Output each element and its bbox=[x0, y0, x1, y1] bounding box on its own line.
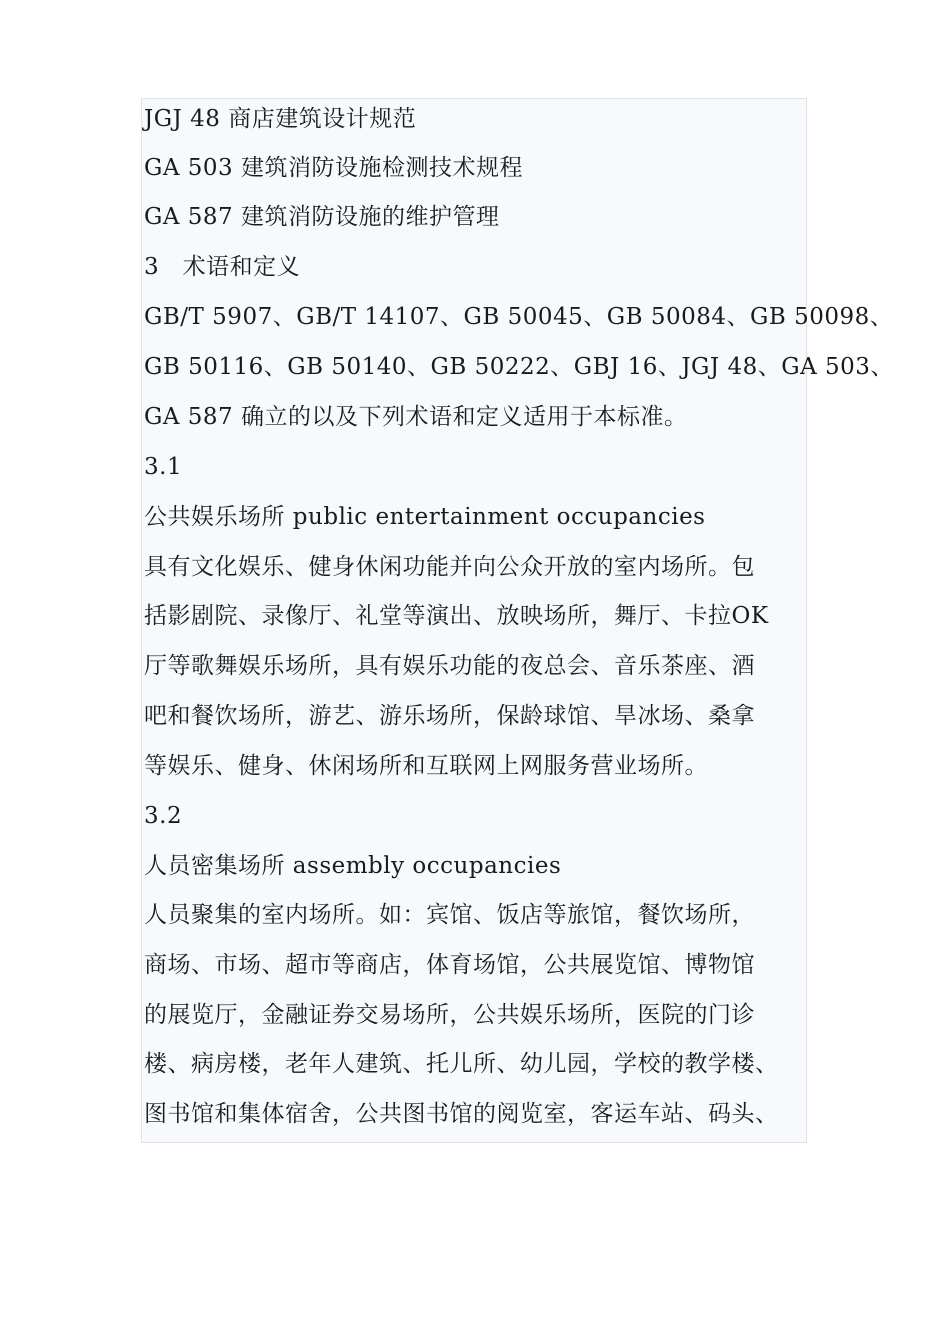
ref-jgj48: JGJ 48 商店建筑设计规范 bbox=[144, 106, 417, 132]
definition-3-2-line-4: 楼、病房楼，老年人建筑、托儿所、幼儿园，学校的教学楼、 bbox=[144, 1051, 779, 1077]
terms-intro-line-1: GB/T 5907、GB/T 14107、GB 50045、GB 50084、GB 50098、 bbox=[144, 304, 894, 330]
definition-3-2-line-5: 图书馆和集体宿舍，公共图书馆的阅览室，客运车站、码头、 bbox=[144, 1101, 779, 1127]
ref-ga503: GA 503 建筑消防设施检测技术规程 bbox=[144, 155, 524, 181]
definition-3-2-line-3: 的展览厅，金融证券交易场所，公共娱乐场所，医院的门诊 bbox=[144, 1002, 755, 1028]
term-assembly-occupancies: 人员密集场所 assembly occupancies bbox=[144, 853, 562, 879]
definition-3-2-line-2: 商场、市场、超市等商店，体育场馆，公共展览馆、博物馆 bbox=[144, 952, 755, 978]
definition-3-1-line-5: 等娱乐、健身、休闲场所和互联网上网服务营业场所。 bbox=[144, 753, 708, 779]
definition-3-1-line-1: 具有文化娱乐、健身休闲功能并向公众开放的室内场所。包 bbox=[144, 554, 755, 580]
definition-3-1-line-4: 吧和餐饮场所，游艺、游乐场所，保龄球馆、旱冰场、桑拿 bbox=[144, 703, 755, 729]
terms-intro-line-3: GA 587 确立的以及下列术语和定义适用于本标准。 bbox=[144, 404, 688, 430]
clause-number-3-2: 3.2 bbox=[144, 803, 183, 829]
section-heading-terms: 3 术语和定义 bbox=[144, 254, 301, 280]
terms-intro-line-2: GB 50116、GB 50140、GB 50222、GBJ 16、JGJ 48、GA 503、 bbox=[144, 354, 894, 380]
definition-3-1-line-2: 括影剧院、录像厅、礼堂等演出、放映场所，舞厅、卡拉OK bbox=[144, 603, 769, 629]
clause-number-3-1: 3.1 bbox=[144, 454, 183, 480]
term-public-entertainment: 公共娱乐场所 public entertainment occupancies bbox=[144, 504, 706, 530]
ref-ga587: GA 587 建筑消防设施的维护管理 bbox=[144, 204, 500, 230]
definition-3-1-line-3: 厅等歌舞娱乐场所，具有娱乐功能的夜总会、音乐茶座、酒 bbox=[144, 653, 755, 679]
definition-3-2-line-1: 人员聚集的室内场所。如：宾馆、饭店等旅馆，餐饮场所， bbox=[144, 902, 755, 928]
